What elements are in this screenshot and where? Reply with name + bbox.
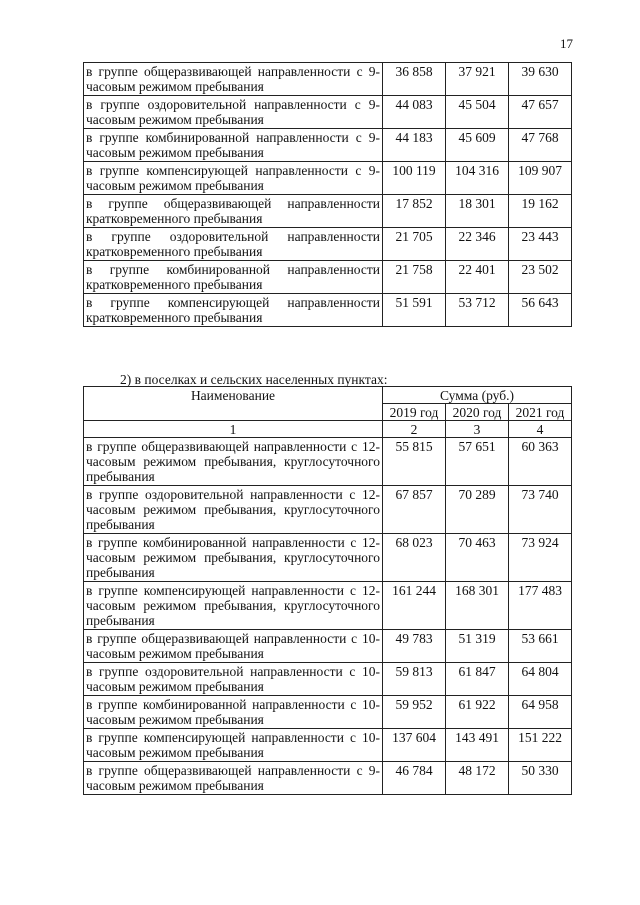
value-2019: 46 784	[383, 762, 446, 795]
value-2019: 59 813	[383, 663, 446, 696]
row-name: в группе оздоровительной направленности с 10-часовым режимом пребывания	[84, 663, 383, 696]
row-name: в группе компенсирующей направленности кратковременного пребывания	[84, 294, 383, 327]
value-2020: 70 289	[446, 486, 509, 534]
value-2020: 104 316	[446, 162, 509, 195]
value-2021: 19 162	[509, 195, 572, 228]
value-2019: 68 023	[383, 534, 446, 582]
header-year-2021: 2021 год	[509, 404, 572, 421]
column-number-1: 1	[84, 421, 383, 438]
table-row	[84, 195, 572, 228]
row-name: в группе компенсирующей направленности с 12-часовым режимом пребывания, круглосуточного пребывания	[84, 582, 383, 630]
header-name: Наименование	[84, 387, 383, 421]
value-2019: 55 815	[383, 438, 446, 486]
column-number-2: 2	[383, 421, 446, 438]
value-2021: 56 643	[509, 294, 572, 327]
value-2019: 44 083	[383, 96, 446, 129]
row-name: в группе общеразвивающей направленности с 10-часовым режимом пребывания	[84, 630, 383, 663]
table-row	[84, 762, 572, 795]
row-name: в группе комбинированной направленности с 12-часовым режимом пребывания, круглосуточного пребывания	[84, 534, 383, 582]
value-2019: 44 183	[383, 129, 446, 162]
value-2020: 57 651	[446, 438, 509, 486]
value-2020: 61 847	[446, 663, 509, 696]
value-2020: 48 172	[446, 762, 509, 795]
value-2020: 70 463	[446, 534, 509, 582]
table-row	[84, 663, 572, 696]
row-name: в группе оздоровительной направленности с 12-часовым режимом пребывания, круглосуточного пребывания	[84, 486, 383, 534]
value-2019: 51 591	[383, 294, 446, 327]
rural-cost-table-header	[84, 387, 572, 438]
value-2021: 109 907	[509, 162, 572, 195]
row-name: в группе оздоровительной направленности с 9-часовым режимом пребывания	[84, 96, 383, 129]
row-name: в группе комбинированной направленности кратковременного пребывания	[84, 261, 383, 294]
value-2020: 45 504	[446, 96, 509, 129]
value-2021: 23 443	[509, 228, 572, 261]
value-2021: 39 630	[509, 63, 572, 96]
table-row	[84, 96, 572, 129]
row-name: в группе компенсирующей направленности с 9-часовым режимом пребывания	[84, 162, 383, 195]
row-name: в группе общеразвивающей направленности с 12-часовым режимом пребывания, круглосуточного пребывания	[84, 438, 383, 486]
table-row	[84, 534, 572, 582]
section-caption: 2) в поселках и сельских населенных пунктах:	[120, 372, 388, 387]
table-row	[84, 696, 572, 729]
table-row	[84, 63, 572, 96]
value-2021: 23 502	[509, 261, 572, 294]
table-row	[84, 486, 572, 534]
table-row	[84, 162, 572, 195]
value-2020: 51 319	[446, 630, 509, 663]
table-row	[84, 729, 572, 762]
value-2020: 45 609	[446, 129, 509, 162]
value-2019: 59 952	[383, 696, 446, 729]
value-2020: 22 346	[446, 228, 509, 261]
value-2021: 64 804	[509, 663, 572, 696]
table-row	[84, 438, 572, 486]
value-2020: 143 491	[446, 729, 509, 762]
value-2021: 73 924	[509, 534, 572, 582]
value-2019: 21 705	[383, 228, 446, 261]
row-name: в группе общеразвивающей направленности с 9-часовым режимом пребывания	[84, 63, 383, 96]
rural-cost-table-body	[84, 438, 572, 795]
value-2021: 50 330	[509, 762, 572, 795]
row-name: в группе оздоровительной направленности кратковременного пребывания	[84, 228, 383, 261]
table-row	[84, 228, 572, 261]
value-2019: 21 758	[383, 261, 446, 294]
row-name: в группе компенсирующей направленности с 10-часовым режимом пребывания	[84, 729, 383, 762]
value-2020: 168 301	[446, 582, 509, 630]
value-2019: 17 852	[383, 195, 446, 228]
value-2021: 151 222	[509, 729, 572, 762]
value-2021: 47 768	[509, 129, 572, 162]
rural-cost-table	[83, 386, 572, 795]
table-row	[84, 294, 572, 327]
row-name: в группе общеразвивающей направленности с 9-часовым режимом пребывания	[84, 762, 383, 795]
table-row	[84, 630, 572, 663]
page-number: 17	[560, 36, 573, 51]
value-2020: 61 922	[446, 696, 509, 729]
value-2020: 53 712	[446, 294, 509, 327]
header-sum: Сумма (руб.)	[383, 387, 572, 404]
value-2020: 37 921	[446, 63, 509, 96]
value-2019: 100 119	[383, 162, 446, 195]
column-number-4: 4	[509, 421, 572, 438]
value-2021: 64 958	[509, 696, 572, 729]
table-row	[84, 582, 572, 630]
value-2020: 22 401	[446, 261, 509, 294]
cost-table-continued	[83, 62, 572, 327]
value-2021: 60 363	[509, 438, 572, 486]
value-2019: 161 244	[383, 582, 446, 630]
row-name: в группе общеразвивающей направленности кратковременного пребывания	[84, 195, 383, 228]
row-name: в группе комбинированной направленности с 10-часовым режимом пребывания	[84, 696, 383, 729]
value-2021: 73 740	[509, 486, 572, 534]
column-number-3: 3	[446, 421, 509, 438]
value-2019: 137 604	[383, 729, 446, 762]
table-row	[84, 129, 572, 162]
header-year-2019: 2019 год	[383, 404, 446, 421]
value-2021: 177 483	[509, 582, 572, 630]
value-2019: 67 857	[383, 486, 446, 534]
cost-table-continued-body	[84, 63, 572, 327]
value-2019: 36 858	[383, 63, 446, 96]
value-2020: 18 301	[446, 195, 509, 228]
header-year-2020: 2020 год	[446, 404, 509, 421]
table-row	[84, 261, 572, 294]
value-2021: 47 657	[509, 96, 572, 129]
row-name: в группе комбинированной направленности с 9-часовым режимом пребывания	[84, 129, 383, 162]
value-2021: 53 661	[509, 630, 572, 663]
value-2019: 49 783	[383, 630, 446, 663]
